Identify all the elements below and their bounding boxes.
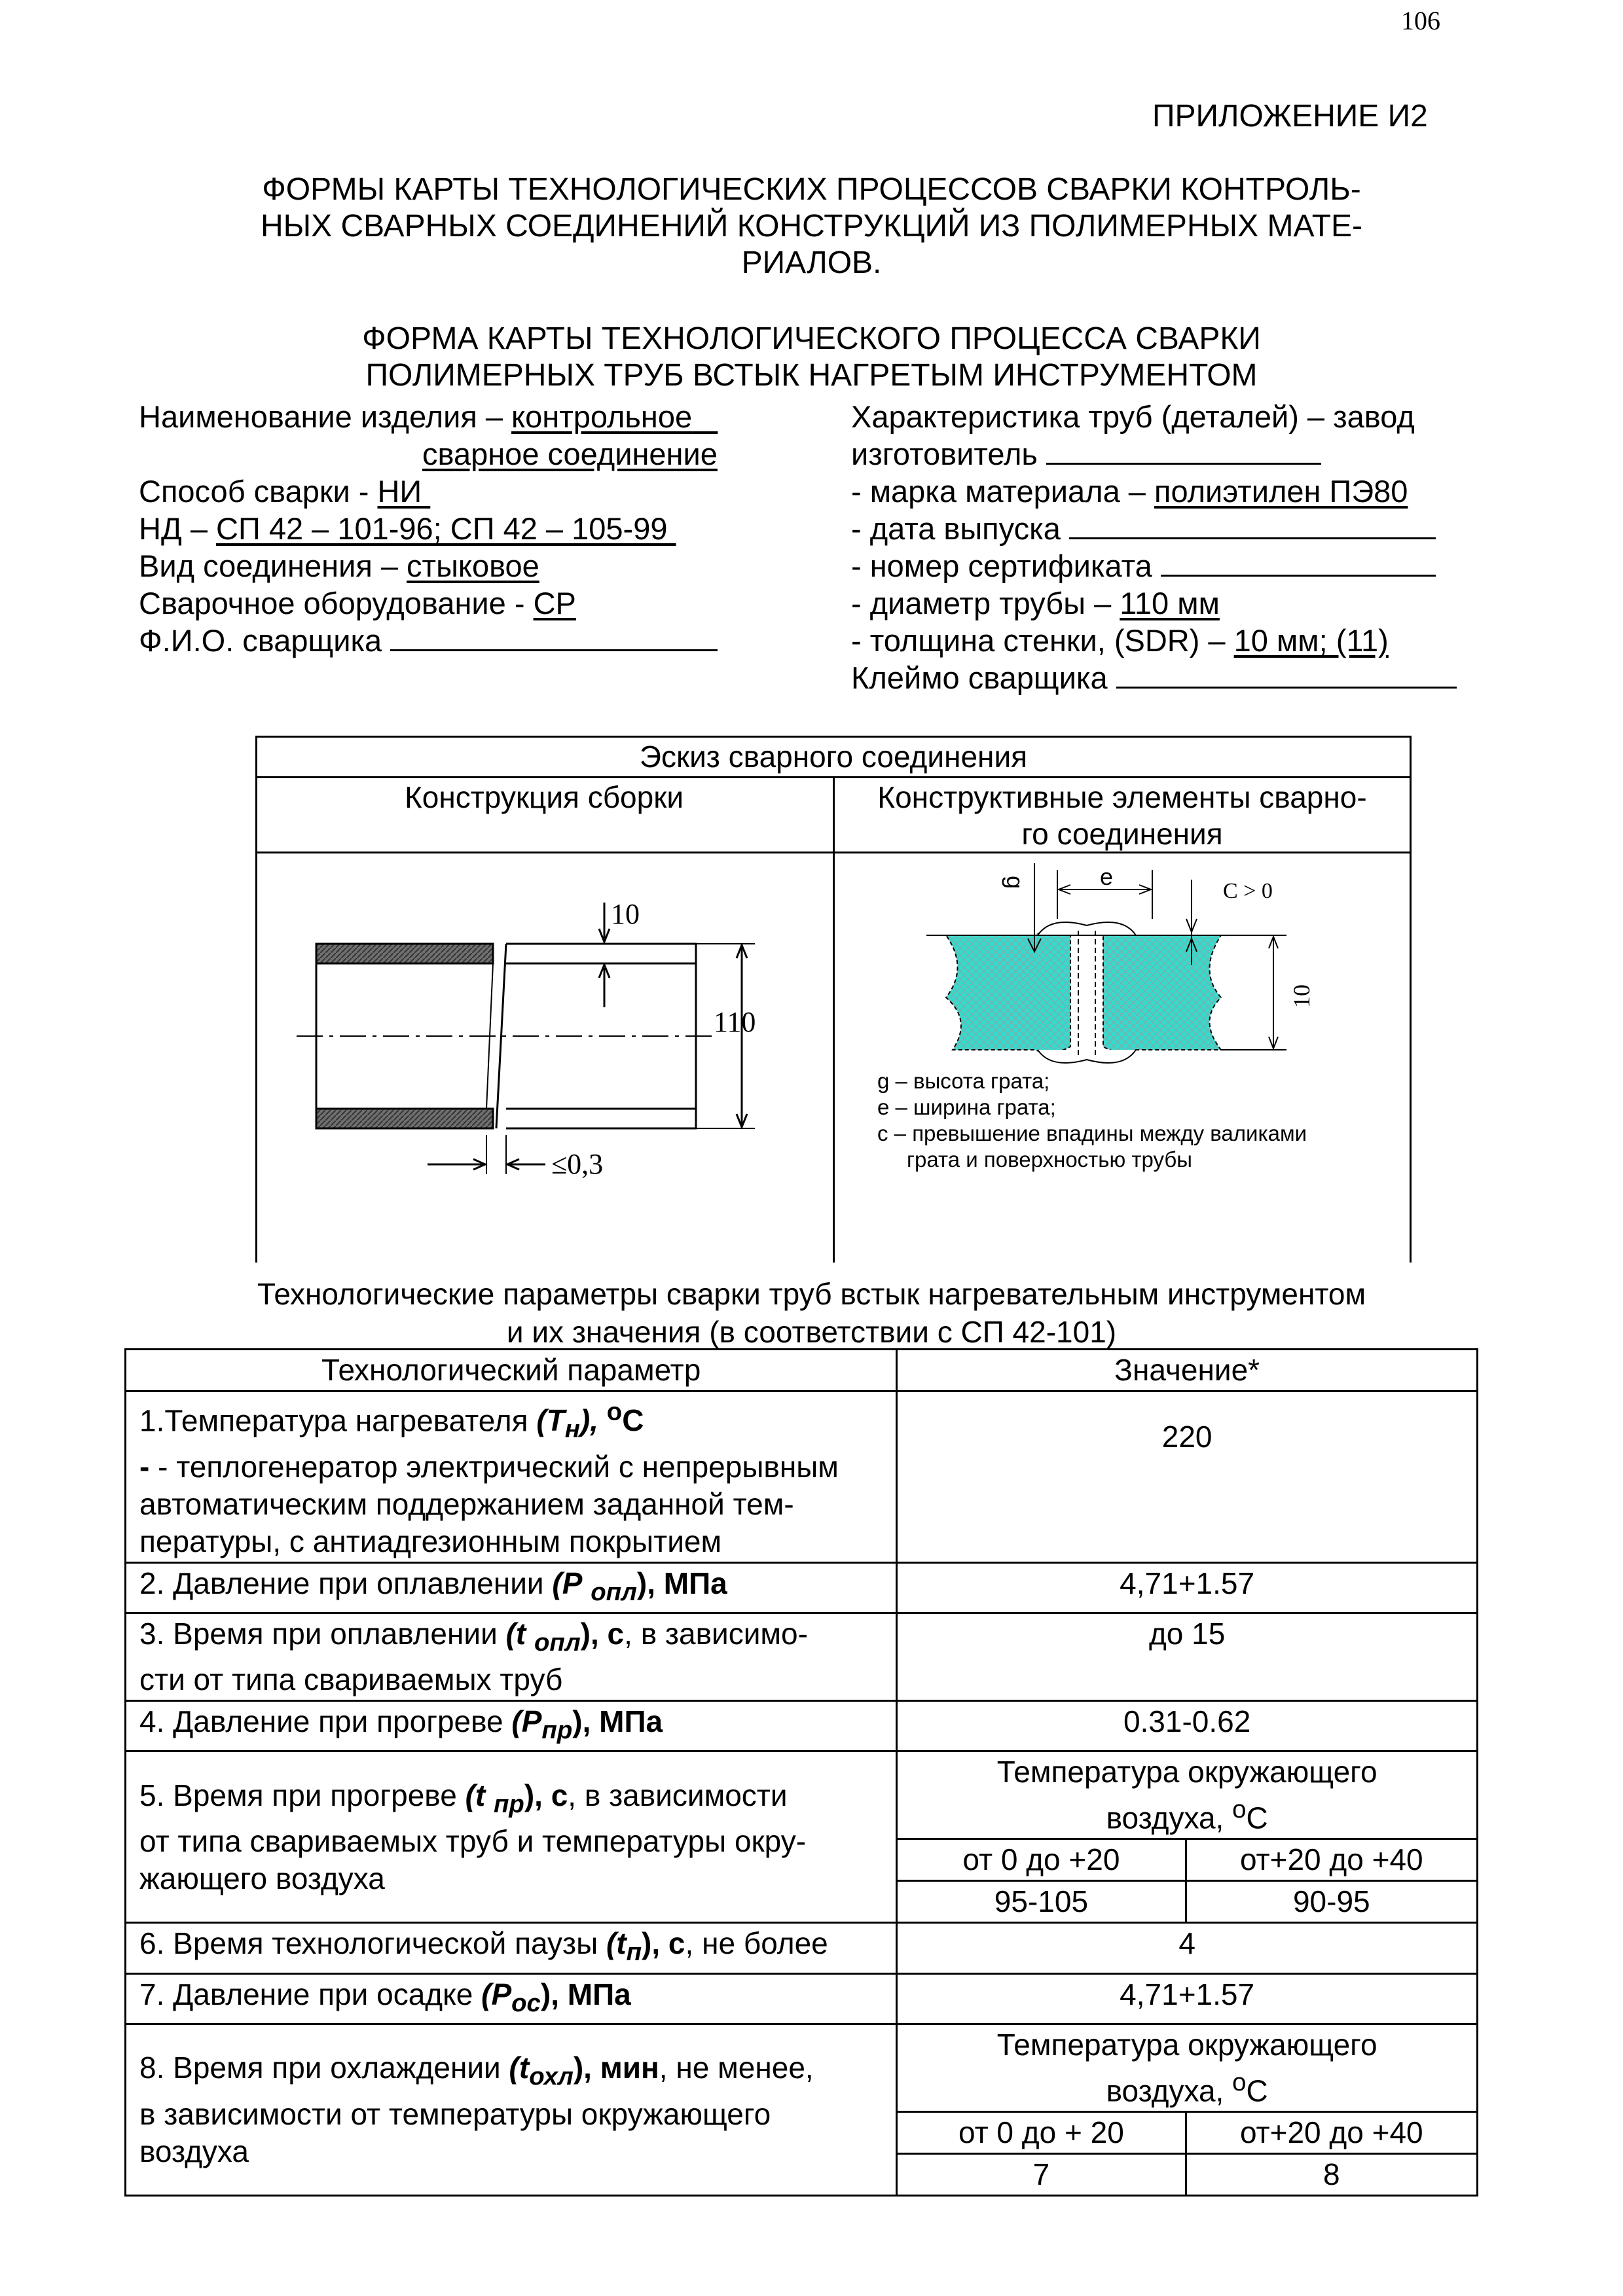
- form-title: [0, 321, 1623, 394]
- value-cell: 90-95: [1186, 1881, 1477, 1923]
- assembly-header: Конструкция сборки: [404, 780, 684, 814]
- params-caption: Технологические параметры сварки труб встык нагревательным инструментом и их значения (в соответствии с СП 42-101): [257, 1277, 1366, 1349]
- table-row: [126, 2024, 1478, 2111]
- param-cell: 8. Время при охлаждении $(t_{охл})$, мин, не менее, в зависимости от температуры окружающего воздуха: [126, 2024, 897, 2195]
- product-value-line2: сварное соединение: [422, 437, 718, 471]
- range-cell: от 0 до + 20: [897, 2112, 1186, 2154]
- value-cell: 4,71+1.57: [897, 1562, 1478, 1613]
- welder-blank[interactable]: [390, 623, 718, 651]
- main-title: [0, 171, 1623, 281]
- value-cell: 220: [897, 1391, 1478, 1563]
- legend-item: g – высота грата;: [877, 1069, 1050, 1093]
- legend-item: e – ширина грата;: [877, 1095, 1056, 1119]
- date-blank[interactable]: [1069, 511, 1436, 539]
- thickness-dimension: 10: [1288, 984, 1315, 1008]
- form-title-line: ФОРМА КАРТЫ ТЕХНОЛОГИЧЕСКОГО ПРОЦЕССА СВАРКИ: [362, 321, 1261, 356]
- table-row: [126, 1562, 1478, 1613]
- wall-field: - толщина стенки, (SDR) – 10 мм; (11): [851, 623, 1389, 658]
- method-field: Способ сварки - НИ: [139, 474, 422, 509]
- certificate-field: - номер сертификата: [851, 547, 1436, 584]
- sketch-table: [255, 736, 1412, 1263]
- diameter-field: - диаметр трубы – 110 мм: [851, 586, 1220, 620]
- param-cell: 5. Время при прогреве (t $_{пр}$), с, в зависимости от типа свариваемых труб и температуры окру- жающего воздуха: [126, 1751, 897, 1923]
- param-cell: 7. Давление при осадке $(Р_{ос})$, МПа: [126, 1973, 897, 2024]
- wall-dimension: 10: [611, 898, 640, 930]
- wall-value: 10 мм; (11): [1233, 623, 1389, 658]
- table-header-row: [126, 1350, 1478, 1391]
- param-cell: 1.Температура нагревателя $(Т_н)$, $^о$С - - теплогенератор электрический с непрерывным автоматическим поддержанием заданной тем- пературы, с антиадгезионным покрытием: [126, 1391, 897, 1563]
- assembly-drawing: [257, 853, 833, 1263]
- value-cell: 4,71+1.57: [897, 1973, 1478, 2024]
- certificate-blank[interactable]: [1161, 548, 1436, 577]
- param-cell: 2. Давление при оплавлении (Р $_{опл}$), МПа: [126, 1562, 897, 1613]
- form-title-line: ПОЛИМЕРНЫХ ТРУБ ВСТЫК НАГРЕТЫМ ИНСТРУМЕНТОМ: [365, 358, 1258, 393]
- main-title-line: ФОРМЫ КАРТЫ ТЕХНОЛОГИЧЕСКИХ ПРОЦЕССОВ СВАРКИ КОНТРОЛЬ-: [262, 172, 1361, 207]
- material-field: - марка материала – полиэтилен ПЭ80: [851, 474, 1408, 509]
- appendix-label: ПРИЛОЖЕНИЕ И2: [1152, 99, 1428, 134]
- header-param: Технологический параметр: [126, 1350, 897, 1391]
- main-title-line: НЫХ СВАРНЫХ СОЕДИНЕНИЙ КОНСТРУКЦИЙ ИЗ ПОЛИМЕРНЫХ МАТЕ-: [260, 209, 1363, 243]
- table-row: [126, 1391, 1478, 1563]
- legend-item: грата и поверхностью трубы: [907, 1147, 1192, 1172]
- e-dimension: e: [1100, 863, 1114, 890]
- legend-item: c – превышение впадины между валиками: [877, 1121, 1307, 1145]
- manufacturer-blank[interactable]: [1046, 437, 1321, 465]
- weld-elements-drawing: [835, 853, 1410, 1263]
- elements-header: Конструктивные элементы сварно- го соединения: [877, 780, 1367, 851]
- product-field: Наименование изделия – контрольное: [139, 399, 693, 434]
- range-cell: от+20 до +40: [1186, 1839, 1477, 1881]
- stamp-field: Клеймо сварщика: [851, 659, 1457, 696]
- ambient-header: Температура окружающего воздуха, $^о$С: [897, 2024, 1478, 2111]
- param-cell: 4. Давление при прогреве $(Р_{пр})$, МПа: [126, 1700, 897, 1751]
- value-cell: 7: [897, 2154, 1186, 2196]
- material-value: полиэтилен ПЭ80: [1154, 474, 1408, 509]
- param-cell: 3. Время при оплавлении (t $_{опл}$), с, в зависимо- сти от типа свариваемых труб: [126, 1613, 897, 1700]
- joint-value: стыковое: [407, 548, 539, 583]
- value-cell: 95-105: [897, 1881, 1186, 1923]
- date-field: - дата выпуска: [851, 510, 1436, 547]
- manufacturer-field: изготовитель: [851, 435, 1321, 473]
- equipment-field: Сварочное оборудование - СР: [139, 586, 576, 620]
- table-row: [126, 1751, 1478, 1839]
- table-row: [126, 1923, 1478, 1973]
- ambient-header: Температура окружающего воздуха, $^о$С: [897, 1751, 1478, 1839]
- equipment-value: СР: [533, 586, 576, 620]
- params-table: [124, 1348, 1478, 2197]
- value-cell: 8: [1186, 2154, 1477, 2196]
- page-number: 106: [1401, 6, 1440, 35]
- method-value: НИ: [377, 474, 422, 509]
- welder-field: Ф.И.О. сварщика: [139, 622, 718, 659]
- nd-field: НД – СП 42 – 101-96; СП 42 – 105-99: [139, 511, 668, 546]
- param-cell: 6. Время технологической паузы $(t_п)$, с, не более: [126, 1923, 897, 1973]
- table-row: [126, 1613, 1478, 1700]
- diameter-value: 110 мм: [1120, 586, 1220, 620]
- product-value: контрольное: [511, 399, 693, 434]
- g-dimension: g: [1002, 875, 1029, 889]
- weld-legend: [877, 1068, 1307, 1173]
- value-cell: 4: [897, 1923, 1478, 1973]
- pipe-characteristics-heading: Характеристика труб (деталей) – завод: [851, 399, 1415, 434]
- value-cell: 0.31-0.62: [897, 1700, 1478, 1751]
- table-row: [126, 1973, 1478, 2024]
- main-title-line: РИАЛОВ.: [741, 245, 882, 280]
- gap-dimension: ≤0,3: [551, 1148, 604, 1180]
- stamp-blank[interactable]: [1116, 660, 1457, 689]
- sketch-header: Эскиз сварного соединения: [639, 740, 1028, 774]
- header-value: Значение*: [897, 1350, 1478, 1391]
- c-dimension: C > 0: [1223, 879, 1273, 903]
- range-cell: от+20 до +40: [1186, 2112, 1477, 2154]
- range-cell: от 0 до +20: [897, 1839, 1186, 1881]
- diameter-dimension: 110: [714, 1006, 756, 1038]
- joint-field: Вид соединения – стыковое: [139, 548, 539, 583]
- table-row: [126, 1700, 1478, 1751]
- nd-value: СП 42 – 101-96; СП 42 – 105-99: [216, 511, 668, 546]
- value-cell: до 15: [897, 1613, 1478, 1700]
